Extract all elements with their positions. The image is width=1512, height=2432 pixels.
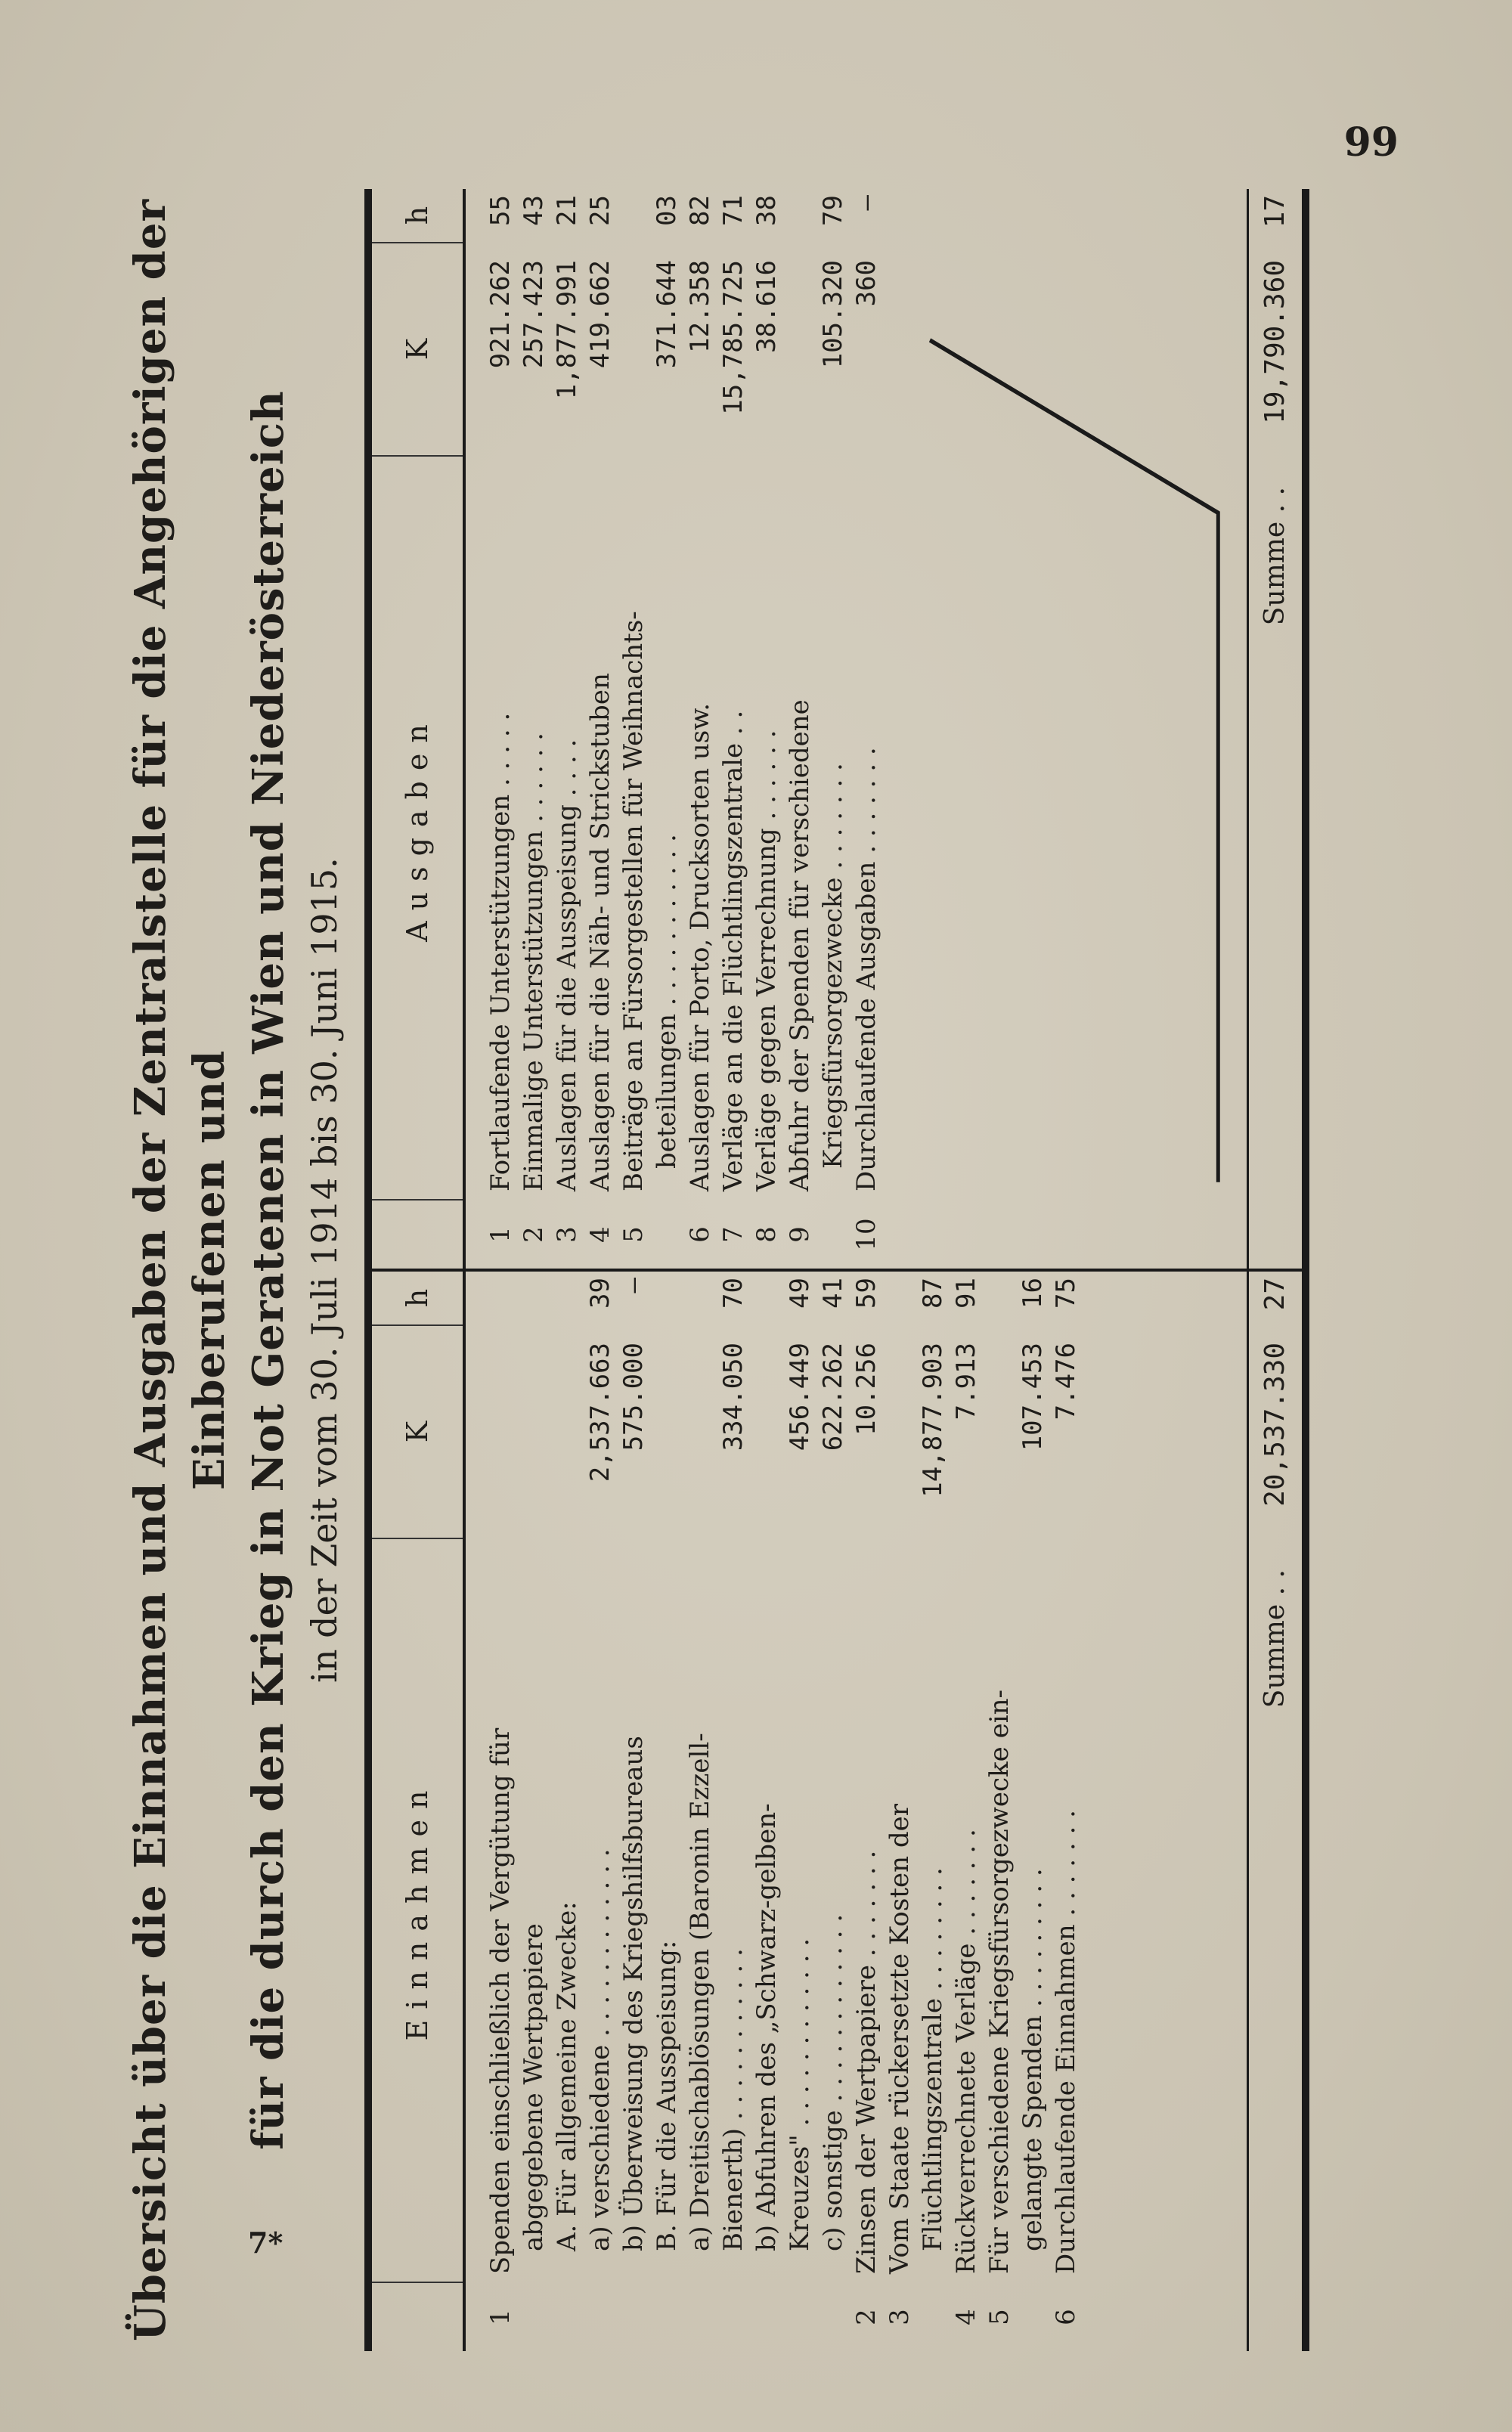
income-h bbox=[750, 1272, 783, 1331]
income-row bbox=[850, 1272, 883, 2351]
income-num: 5 bbox=[984, 2309, 1015, 2325]
income-h bbox=[650, 1272, 683, 1331]
expense-num bbox=[816, 1201, 850, 1269]
income-sum-h: 27 bbox=[1259, 1278, 1290, 1311]
income-row bbox=[517, 1272, 550, 2351]
income-row bbox=[584, 1272, 617, 2351]
income-desc: Zinsen der Wertpapiere . . . . . . . bbox=[851, 1850, 881, 2274]
income-h: 75 bbox=[1051, 1278, 1081, 1309]
income-row bbox=[650, 1272, 683, 2351]
expense-sum-label: Summe . . bbox=[1259, 487, 1290, 626]
income-k bbox=[883, 1331, 916, 1554]
expense-desc: Kriegsfürsorgezwecke . . . . . . . bbox=[818, 763, 848, 1169]
income-sum-k: 20,537.330 bbox=[1259, 1343, 1290, 1507]
income-row bbox=[983, 1272, 1016, 2351]
expense-num bbox=[650, 1201, 683, 1269]
income-h: 87 bbox=[918, 1278, 948, 1309]
income-row bbox=[1016, 1272, 1049, 2351]
income-desc: gelangte Spenden . . . . . . . . . bbox=[1018, 1868, 1048, 2251]
income-num bbox=[816, 2283, 850, 2351]
expense-k: 1,877.991 bbox=[552, 260, 582, 400]
income-row bbox=[617, 1272, 650, 2351]
income-desc: A. Für allgemeine Zwecke: bbox=[552, 1901, 582, 2251]
income-num bbox=[717, 2283, 750, 2351]
income-h bbox=[983, 1272, 1016, 1331]
income-row bbox=[683, 1272, 717, 2351]
expense-k: 360 bbox=[851, 260, 881, 307]
expense-desc: Einmalige Unterstützungen . . . . . . bbox=[519, 733, 549, 1191]
expense-num: 10 bbox=[851, 1218, 881, 1251]
expense-h: — bbox=[851, 195, 881, 211]
expense-desc: Auslagen für die Ausspeisung . . . . bbox=[552, 739, 582, 1191]
income-header-h: h bbox=[401, 1288, 434, 1308]
expense-k: 12.358 bbox=[685, 260, 715, 353]
income-header-desc: Einnahmen bbox=[372, 1538, 463, 2282]
expense-desc: Beiträge an Fürsorgestellen für Weihnachts- bbox=[618, 611, 649, 1191]
expense-sum-row bbox=[1247, 189, 1302, 1269]
income-h bbox=[550, 1272, 584, 1331]
income-desc: a) verschiedene . . . . . . . . . . . . bbox=[585, 1848, 615, 2251]
income-num bbox=[650, 2283, 683, 2351]
income-desc: Vom Staate rückersetzte Kosten der bbox=[885, 1804, 915, 2274]
income-h bbox=[517, 1272, 550, 1331]
income-row bbox=[950, 1272, 983, 2351]
expense-header-h: h bbox=[401, 206, 434, 225]
income-k bbox=[750, 1331, 783, 1554]
income-sum-row bbox=[1247, 1272, 1302, 2351]
income-k bbox=[550, 1331, 584, 1554]
expense-header bbox=[372, 189, 466, 1269]
expense-rows bbox=[466, 189, 1247, 1269]
expense-k: 38.616 bbox=[751, 260, 782, 353]
expense-desc: Auslagen für die Näh- und Strickstuben bbox=[585, 673, 615, 1191]
income-desc: a) Dreitischablösungen (Baronin Ezzell- bbox=[685, 1733, 715, 2251]
expense-row bbox=[816, 189, 850, 1269]
income-h: 91 bbox=[951, 1278, 981, 1309]
table-title-line-2: für die durch den Krieg in Not Geratenen in Wien und Niederösterreich bbox=[243, 390, 293, 2150]
income-h: 49 bbox=[785, 1278, 815, 1309]
income-k: 622.262 bbox=[818, 1343, 848, 1451]
expense-num: 7 bbox=[718, 1226, 748, 1243]
income-desc: Spenden einschließlich der Vergütung für bbox=[485, 1727, 516, 2274]
income-rows bbox=[466, 1272, 1247, 2351]
income-k bbox=[650, 1331, 683, 1554]
income-section bbox=[372, 1269, 1302, 2351]
accounts-table bbox=[364, 189, 1309, 2351]
income-h bbox=[484, 1272, 517, 1331]
expense-k bbox=[783, 248, 816, 472]
expense-h: 79 bbox=[818, 195, 848, 226]
expense-row bbox=[750, 189, 783, 1269]
expense-row bbox=[650, 189, 683, 1269]
income-h bbox=[683, 1272, 717, 1331]
expense-header-desc: Ausgaben bbox=[372, 455, 463, 1199]
expense-h: 71 bbox=[718, 195, 748, 226]
income-k: 7.476 bbox=[1051, 1343, 1081, 1420]
income-num bbox=[584, 2283, 617, 2351]
expense-desc: Auslagen für Porto, Drucksorten usw. bbox=[685, 702, 715, 1191]
expense-h: 82 bbox=[685, 195, 715, 226]
income-desc: Rückverrechnete Verläge . . . . . . . bbox=[951, 1829, 981, 2274]
income-h bbox=[883, 1272, 916, 1331]
expense-k: 921.262 bbox=[485, 260, 516, 369]
income-num bbox=[916, 2283, 950, 2351]
income-num bbox=[683, 2283, 717, 2351]
expense-num: 4 bbox=[585, 1226, 615, 1243]
income-desc: Bienerth) . . . . . . . . . . . bbox=[718, 1948, 748, 2251]
expense-num: 1 bbox=[485, 1226, 516, 1243]
expense-k bbox=[617, 248, 650, 472]
expense-desc: beteilungen . . . . . . . . . . . bbox=[652, 834, 682, 1169]
rotated-table-block bbox=[121, 189, 1406, 2351]
expense-sum-h: 17 bbox=[1259, 195, 1290, 228]
income-h: 41 bbox=[818, 1278, 848, 1309]
expense-k: 105.320 bbox=[818, 260, 848, 369]
expense-num: 9 bbox=[785, 1226, 815, 1243]
income-num bbox=[750, 2283, 783, 2351]
income-num: 3 bbox=[885, 2309, 915, 2325]
expense-section bbox=[372, 189, 1302, 1269]
income-k: 575.000 bbox=[618, 1343, 649, 1451]
expense-k: 15,785.725 bbox=[718, 260, 748, 415]
income-desc: Kreuzes" . . . . . . . . . . . . bbox=[785, 1938, 815, 2251]
income-row bbox=[550, 1272, 584, 2351]
expense-row bbox=[683, 189, 717, 1269]
income-k: 107.453 bbox=[1018, 1343, 1048, 1451]
income-h: 59 bbox=[851, 1278, 881, 1309]
expense-desc: Verläge gegen Verrechnung . . . . . . bbox=[751, 730, 782, 1191]
income-h: — bbox=[618, 1278, 649, 1293]
page-number: 99 bbox=[1343, 119, 1399, 166]
income-sum-label: Summe . . bbox=[1259, 1569, 1290, 1709]
income-k: 456.449 bbox=[785, 1343, 815, 1451]
income-desc: b) Abfuhren des „Schwarz-gelben- bbox=[751, 1803, 782, 2251]
expense-row bbox=[584, 189, 617, 1269]
table-subtitle: in der Zeit vom 30. Juli 1914 bis 30. Juni 1915. bbox=[304, 857, 345, 1683]
expense-h: 38 bbox=[751, 195, 782, 226]
income-num: 1 bbox=[485, 2309, 516, 2325]
income-k bbox=[983, 1331, 1016, 1554]
income-num: 4 bbox=[951, 2309, 981, 2325]
income-row bbox=[783, 1272, 816, 2351]
expense-k: 419.662 bbox=[585, 260, 615, 369]
expense-h bbox=[783, 189, 816, 248]
income-num: 2 bbox=[851, 2309, 881, 2325]
expense-desc: Abfuhr der Spenden für verschiedene bbox=[785, 699, 815, 1191]
signature-mark: 7* bbox=[248, 2226, 284, 2260]
income-num bbox=[617, 2283, 650, 2351]
income-k: 2,537.663 bbox=[585, 1343, 615, 1482]
income-header-k: K bbox=[372, 1324, 463, 1538]
income-k bbox=[683, 1331, 717, 1554]
income-row bbox=[916, 1272, 950, 2351]
income-num bbox=[1016, 2283, 1049, 2351]
expense-num: 3 bbox=[552, 1226, 582, 1243]
expense-desc: Verläge an die Flüchtlingszentrale . . bbox=[718, 710, 748, 1191]
expense-row bbox=[717, 189, 750, 1269]
income-num bbox=[517, 2283, 550, 2351]
income-row bbox=[750, 1272, 783, 2351]
expense-header-k: K bbox=[372, 242, 463, 455]
income-row bbox=[816, 1272, 850, 2351]
income-h: 16 bbox=[1018, 1278, 1048, 1309]
expense-k: 257.423 bbox=[519, 260, 549, 369]
income-h: 39 bbox=[585, 1278, 615, 1309]
income-k bbox=[484, 1331, 517, 1554]
income-desc: Flüchtlingszentrale . . . . . . . . bbox=[918, 1867, 948, 2251]
income-k: 14,877.903 bbox=[918, 1343, 948, 1498]
expense-row bbox=[517, 189, 550, 1269]
expense-num: 6 bbox=[685, 1226, 715, 1243]
expense-desc: Durchlaufende Ausgaben . . . . . . . bbox=[851, 747, 881, 1191]
expense-sum-k: 19,790.360 bbox=[1259, 260, 1290, 424]
expense-row bbox=[783, 189, 816, 1269]
income-header-num bbox=[372, 2282, 463, 2351]
income-desc: B. Für die Ausspeisung: bbox=[652, 1940, 682, 2251]
income-desc: abgegebene Wertpapiere bbox=[519, 1923, 549, 2251]
income-h: 70 bbox=[718, 1278, 748, 1309]
expense-h: 43 bbox=[519, 195, 549, 226]
income-desc: Durchlaufende Einnahmen . . . . . . . bbox=[1051, 1810, 1081, 2274]
income-num: 6 bbox=[1051, 2309, 1081, 2325]
expense-h: 03 bbox=[652, 195, 682, 226]
income-k: 10.256 bbox=[851, 1343, 881, 1436]
income-row bbox=[883, 1272, 916, 2351]
expense-h bbox=[617, 189, 650, 248]
income-row bbox=[484, 1272, 517, 2351]
income-num bbox=[783, 2283, 816, 2351]
income-k: 334.050 bbox=[718, 1343, 748, 1451]
expense-header-num bbox=[372, 1199, 463, 1269]
income-desc: b) Überweisung des Kriegshilfsbureaus bbox=[618, 1736, 649, 2251]
expense-row bbox=[617, 189, 650, 1269]
expense-num: 8 bbox=[751, 1226, 782, 1243]
expense-row bbox=[484, 189, 517, 1269]
table-title-line-1: Übersicht über die Einnahmen und Ausgaben der Zentralstelle für die Angehörigen der Einberufenen und bbox=[125, 199, 234, 2341]
expense-row bbox=[850, 189, 883, 1269]
expense-desc: Fortlaufende Unterstützungen . . . . . bbox=[485, 712, 516, 1191]
income-row bbox=[717, 1272, 750, 2351]
income-k bbox=[517, 1331, 550, 1554]
expense-k: 371.644 bbox=[652, 260, 682, 369]
expense-h: 55 bbox=[485, 195, 516, 226]
income-num bbox=[550, 2283, 584, 2351]
expense-h: 25 bbox=[585, 195, 615, 226]
expense-h: 21 bbox=[552, 195, 582, 226]
income-desc: Für verschiedene Kriegsfürsorgezwecke ein- bbox=[984, 1690, 1015, 2274]
income-k: 7.913 bbox=[951, 1343, 981, 1420]
income-header bbox=[372, 1272, 466, 2351]
expense-num: 5 bbox=[618, 1226, 649, 1243]
income-desc: c) sonstige . . . . . . . . . . . . bbox=[818, 1913, 848, 2251]
income-row bbox=[1049, 1272, 1083, 2351]
expense-row bbox=[550, 189, 584, 1269]
expense-num: 2 bbox=[519, 1226, 549, 1243]
